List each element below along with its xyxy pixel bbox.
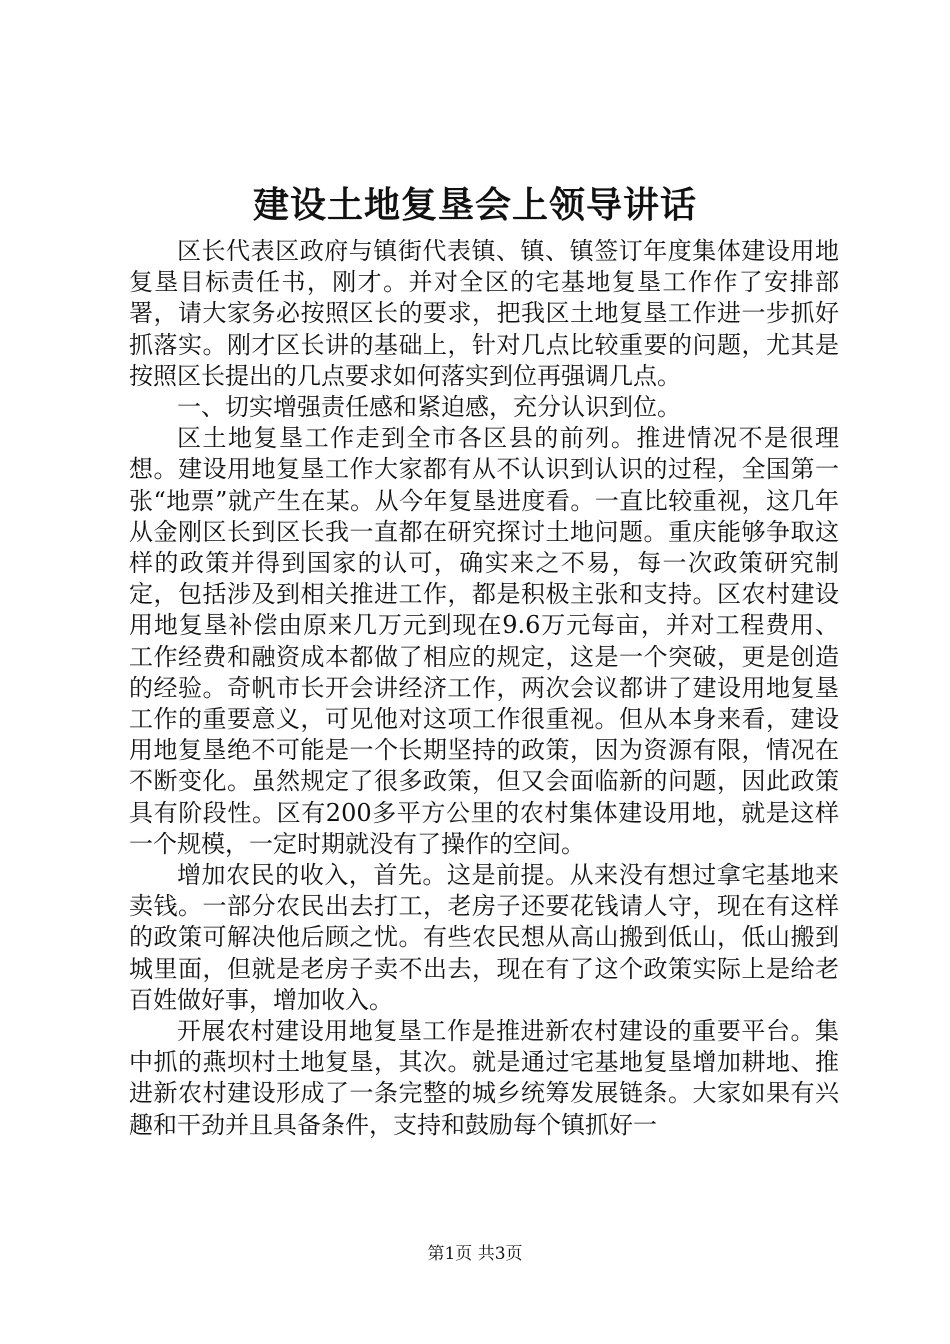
page-number-footer: 第1页 共3页 [427, 1244, 523, 1264]
section-heading-1: 一、切实增强责任感和紧迫感，充分认识到位。 [177, 393, 681, 422]
paragraph-intro: 区长代表区政府与镇街代表镇、镇、镇签订年度集体建设用地复垦目标责任书，刚才。并对全区的宅基地复垦工作作了安排部署，请大家务必按照区长的要求，把我区土地复垦工作进一步抓好抓落实。刚才区长讲的基础上，针对几点比较重要的问题，尤其是按照区长提出的几点要求如何落实到位再强调几点。 [129, 237, 839, 390]
document-body [129, 236, 839, 1141]
paragraph-new-countryside: 开展农村建设用地复垦工作是推进新农村建设的重要平台。集中抓的燕坝村土地复垦，其次。就是通过宅基地复垦增加耕地、推进新农村建设形成了一条完整的城乡统筹发展链条。大家如果有兴趣和干劲并且具备条件，支持和鼓励每个镇抓好一 [129, 1017, 839, 1139]
document-title: 建设土地复垦会上领导讲话 [252, 185, 697, 226]
paragraph-income: 增加农民的收入，首先。这是前提。从来没有想过拿宅基地来卖钱。一部分农民出去打工，老房子还要花钱请人守，现在有这样的政策可解决他后顾之忧。有些农民想从高山搬到低山，低山搬到城里面，但就是老房子卖不出去，现在有了这个政策实际上是给老百姓做好事，增加收入。 [129, 861, 839, 1014]
paragraph-progress: 区土地复垦工作走到全市各区县的前列。推进情况不是很理想。建设用地复垦工作大家都有从不认识到认识的过程，全国第一张“地票”就产生在某。从今年复垦进度看。一直比较重视，这几年从金刚区长到区长我一直都在研究探讨土地问题。重庆能够争取这样的政策并得到国家的认可，确实来之不易，每一次政策研究制定，包括涉及到相关推进工作，都是积极主张和支持。区农村建设用地复垦补偿由原来几万元到现在9.6万元每亩，并对工程费用、工作经费和融资成本都做了相应的规定，这是一个突破，更是创造的经验。奇帆市长开会讲经济工作，两次会议都讲了建设用地复垦工作的重要意义，可见他对这项工作很重视。但从本身来看，建设用地复垦绝不可能是一个长期坚持的政策，因为资源有限，情况在不断变化。虽然规定了很多政策，但又会面临新的问题，因此政策具有阶段性。区有200多平方公里的农村集体建设用地，就是这样一个规模，一定时期就没有了操作的空间。 [129, 424, 839, 858]
